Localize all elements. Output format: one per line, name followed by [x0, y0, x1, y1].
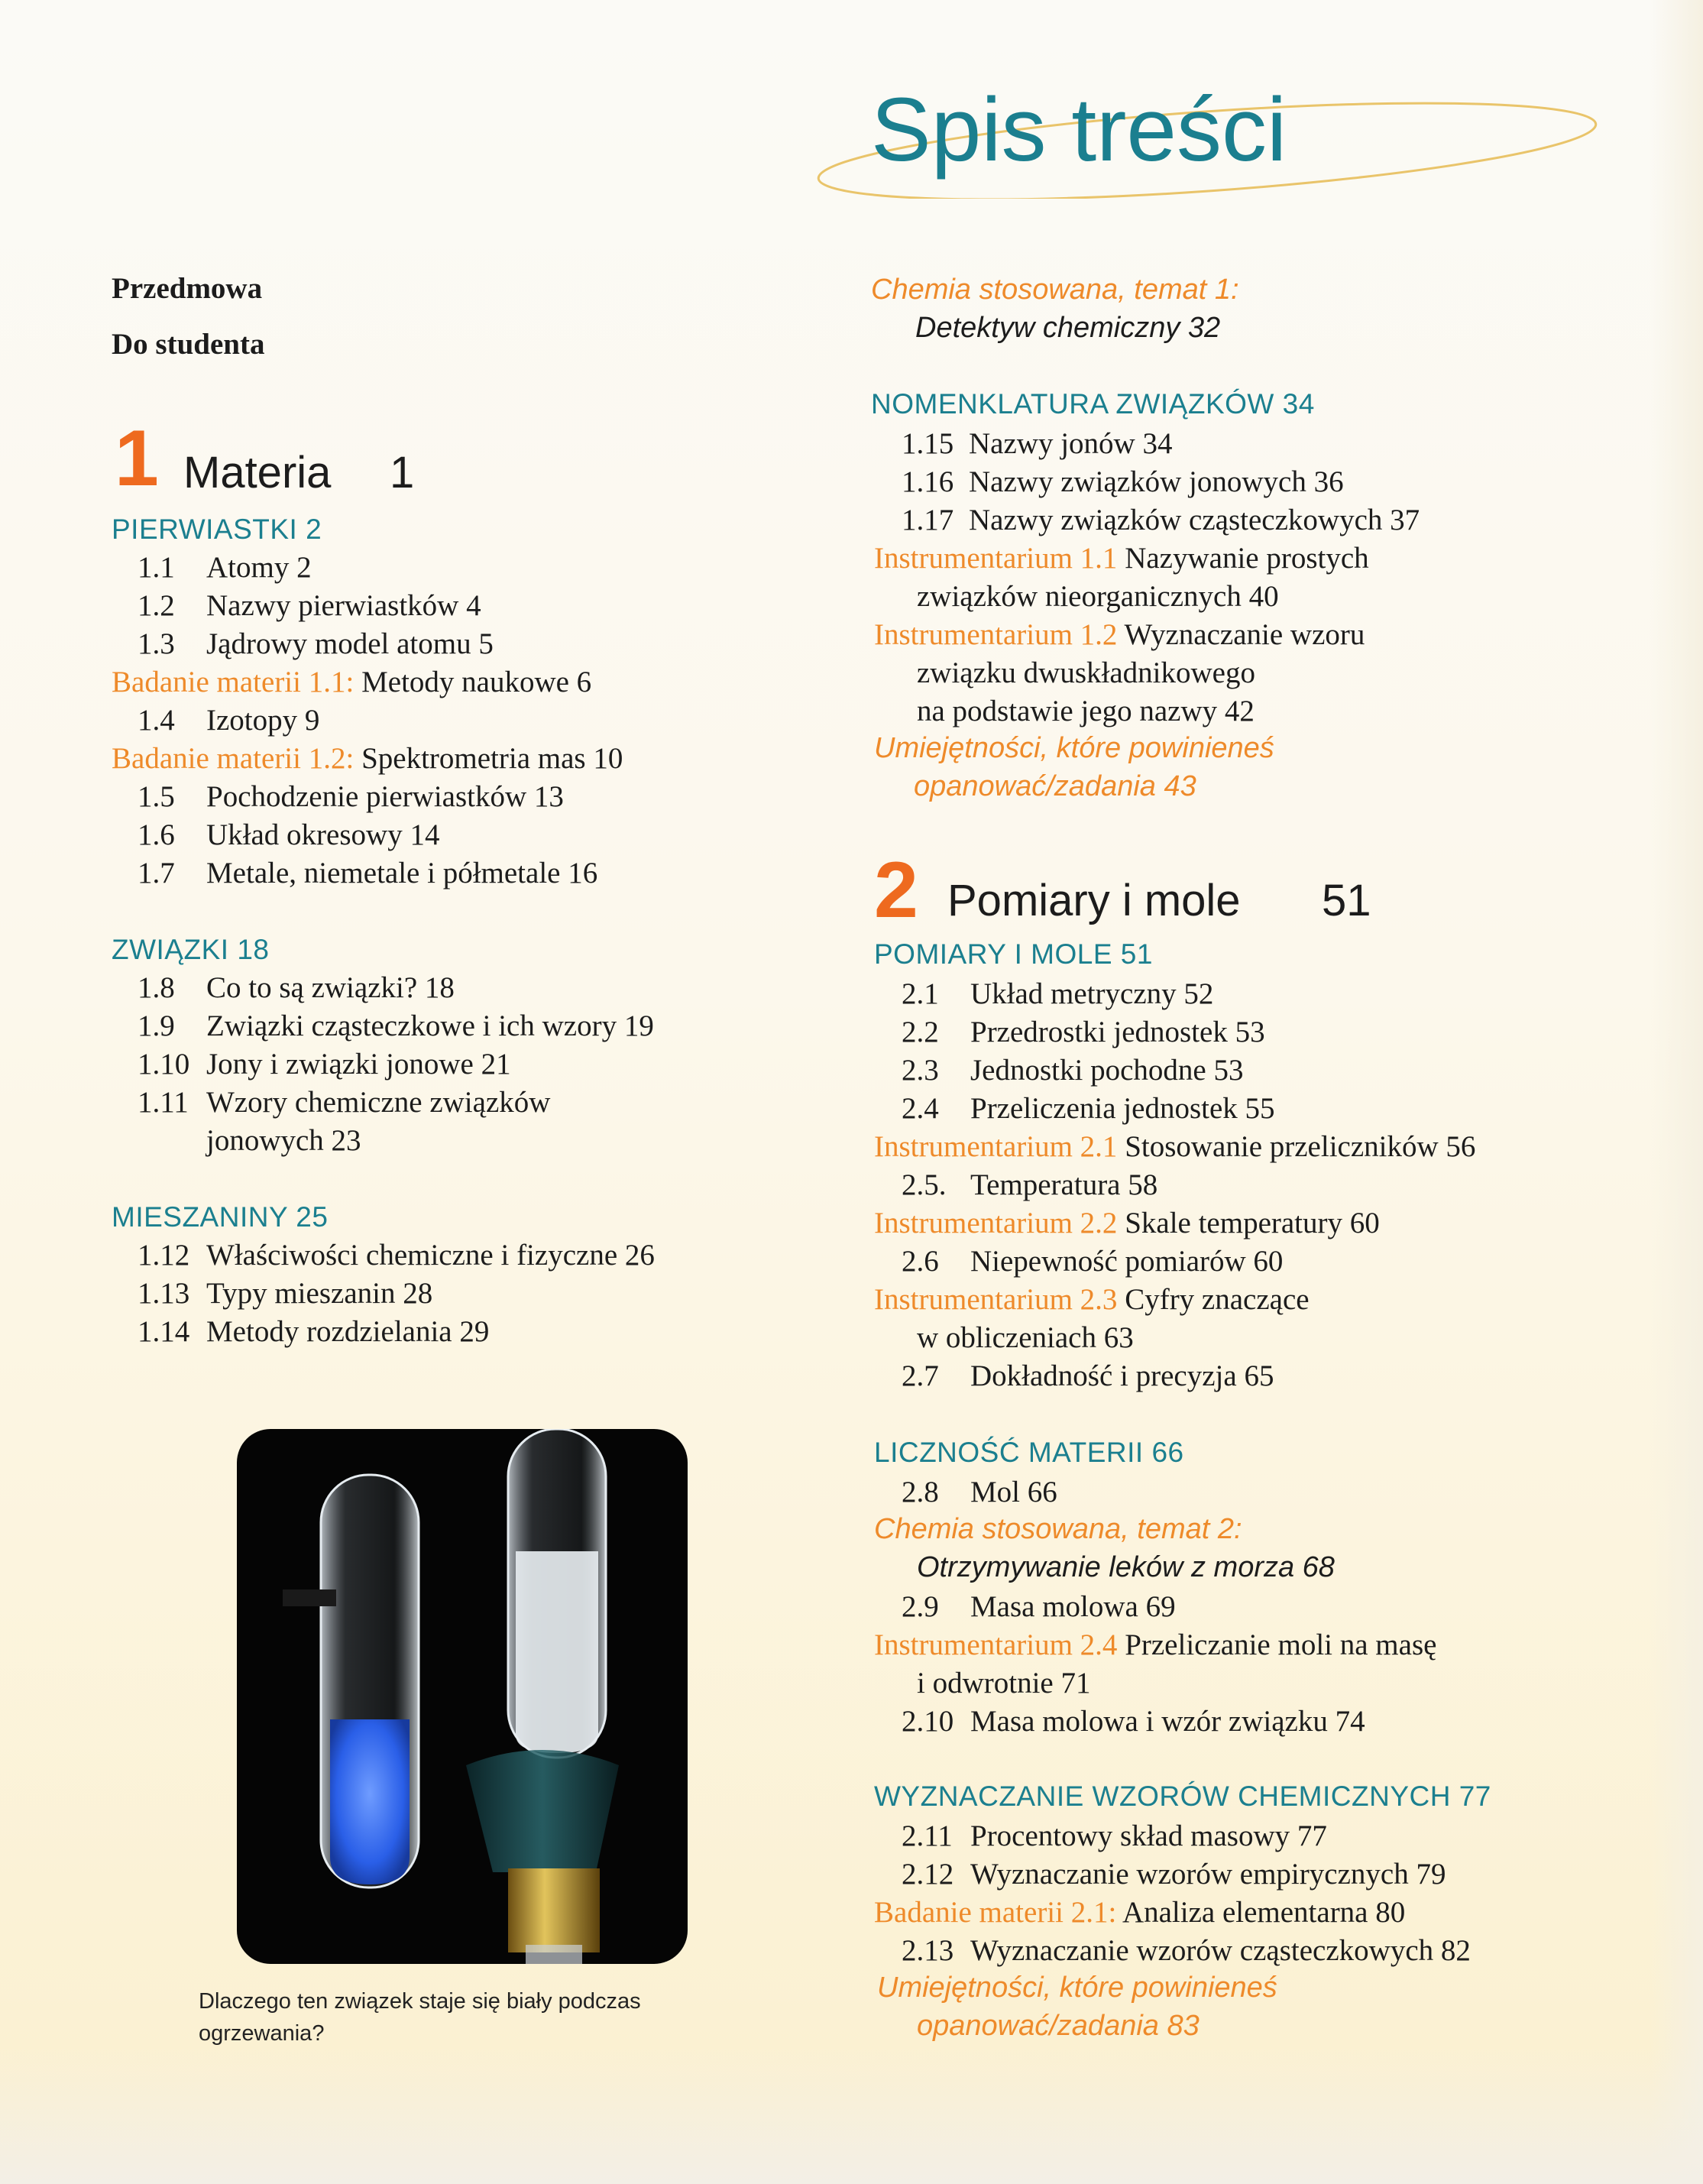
page-bottom — [0, 2046, 1703, 2184]
toc-entry[interactable]: Metale, niemetale i półmetale 16 — [206, 857, 598, 889]
toc-entry[interactable]: Układ okresowy 14 — [206, 818, 440, 851]
toc-entry[interactable]: Nazwy związków jonowych 36 — [969, 465, 1344, 498]
toolkit-continuation[interactable]: i odwrotnie 71 — [917, 1667, 1091, 1700]
toc-entry-continuation[interactable]: jonowych 23 — [206, 1124, 361, 1157]
toc-entry-number: 1.4 — [138, 704, 175, 737]
toc-entry[interactable]: Co to są związki? 18 — [206, 971, 455, 1004]
feature-text: Metody naukowe 6 — [361, 666, 592, 698]
toolkit-entry[interactable] — [874, 1129, 1475, 1164]
toolkit-continuation[interactable]: związku dwuskładnikowego — [917, 656, 1255, 689]
applied-chemistry-title[interactable]: Detektyw chemiczny 32 — [915, 312, 1221, 344]
toc-entry[interactable]: Jądrowy model atomu 5 — [206, 627, 494, 660]
toc-entry[interactable]: Wyznaczanie wzorów empirycznych 79 — [970, 1858, 1446, 1891]
front-matter-to-student[interactable]: Do studenta — [112, 328, 265, 361]
toolkit-continuation[interactable]: na podstawie jego nazwy 42 — [917, 695, 1255, 727]
toc-entry-number: 1.10 — [138, 1048, 190, 1081]
toolkit-entry[interactable] — [874, 1628, 1436, 1662]
toolkit-label: Instrumentarium 1.1 — [874, 542, 1118, 575]
chapter-2-number: 2 — [874, 846, 918, 935]
toc-entry[interactable]: Związki cząsteczkowe i ich wzory 19 — [206, 1009, 654, 1042]
toc-entry-number: 1.14 — [138, 1315, 190, 1348]
feature-entry[interactable] — [112, 741, 623, 776]
toc-entry-number: 1.17 — [902, 504, 954, 536]
toc-entry-number: 2.13 — [902, 1934, 954, 1967]
chapter-2-title[interactable]: Pomiary i mole — [947, 876, 1241, 925]
toc-entry[interactable]: Wyznaczanie wzorów cząsteczkowych 82 — [970, 1934, 1471, 1967]
toc-entry-number: 1.7 — [138, 857, 175, 889]
toc-entry-number: 2.4 — [902, 1092, 939, 1125]
toc-entry-number: 2.7 — [902, 1359, 939, 1392]
feature-text: Analiza elementarna 80 — [1122, 1896, 1406, 1929]
toc-entry-number: 2.9 — [902, 1590, 939, 1623]
test-tube-illustration — [237, 1429, 688, 1964]
skills-entry[interactable]: Umiejętności, które powinieneś — [877, 1972, 1277, 2004]
toc-entry[interactable]: Typy mieszanin 28 — [206, 1277, 433, 1310]
toc-entry[interactable]: Izotopy 9 — [206, 704, 320, 737]
applied-chemistry-title[interactable]: Otrzymywanie leków z morza 68 — [917, 1551, 1335, 1583]
applied-chemistry-label[interactable]: Chemia stosowana, temat 1: — [871, 274, 1239, 306]
toc-entry[interactable]: Temperatura 58 — [970, 1168, 1158, 1201]
section-heading[interactable]: PIERWIASTKI 2 — [112, 514, 322, 545]
feature-entry[interactable] — [112, 665, 591, 699]
feature-entry[interactable] — [874, 1895, 1405, 1930]
toolkit-label: Instrumentarium 2.1 — [874, 1130, 1118, 1163]
toc-entry-number: 1.13 — [138, 1277, 190, 1310]
section-heading[interactable]: NOMENKLATURA ZWIĄZKÓW 34 — [871, 388, 1315, 420]
section-heading[interactable]: WYZNACZANIE WZORÓW CHEMICZNYCH 77 — [874, 1781, 1491, 1812]
toc-entry[interactable]: Właściwości chemiczne i fizyczne 26 — [206, 1239, 655, 1272]
toc-entry[interactable]: Dokładność i precyzja 65 — [970, 1359, 1274, 1392]
toc-entry-number: 1.15 — [902, 427, 954, 460]
photo-caption-line: Dlaczego ten związek staje się biały podczas — [199, 1989, 641, 2014]
toolkit-text: Skale temperatury 60 — [1125, 1207, 1380, 1239]
toolkit-text: Nazywanie prostych — [1125, 542, 1369, 575]
toc-entry-number: 2.8 — [902, 1476, 939, 1508]
toolkit-label: Instrumentarium 1.2 — [874, 618, 1118, 651]
toc-entry-number: 1.5 — [138, 780, 175, 813]
toc-entry[interactable]: Masa molowa i wzór związku 74 — [970, 1705, 1365, 1738]
chapter-2-page: 51 — [1322, 876, 1371, 925]
toc-entry-number: 2.6 — [902, 1245, 939, 1278]
toc-entry-number: 1.16 — [902, 465, 954, 498]
toc-entry-number: 2.11 — [902, 1819, 953, 1852]
test-tube-photo — [237, 1429, 688, 1964]
toolkit-label: Instrumentarium 2.2 — [874, 1207, 1118, 1239]
toolkit-text: Wyznaczanie wzoru — [1124, 618, 1365, 651]
toc-entry-number: 2.10 — [902, 1705, 954, 1738]
section-heading[interactable]: ZWIĄZKI 18 — [112, 934, 270, 965]
toc-entry[interactable]: Jony i związki jonowe 21 — [206, 1048, 511, 1081]
feature-label: Badanie materii 1.2: — [112, 742, 355, 775]
toc-entry-number: 2.2 — [902, 1016, 939, 1048]
toc-entry[interactable]: Układ metryczny 52 — [970, 977, 1214, 1010]
toc-entry[interactable]: Nazwy związków cząsteczkowych 37 — [969, 504, 1420, 536]
chapter-1-page: 1 — [390, 448, 415, 497]
toc-entry[interactable]: Przeliczenia jednostek 55 — [970, 1092, 1275, 1125]
toc-entry-number: 1.11 — [138, 1086, 189, 1119]
toolkit-continuation[interactable]: związków nieorganicznych 40 — [917, 580, 1279, 613]
toc-entry[interactable]: Procentowy skład masowy 77 — [970, 1819, 1327, 1852]
toc-entry-number: 1.9 — [138, 1009, 175, 1042]
toc-entry[interactable]: Przedrostki jednostek 53 — [970, 1016, 1265, 1048]
toolkit-entry[interactable] — [874, 541, 1369, 575]
section-heading[interactable]: POMIARY I MOLE 51 — [874, 938, 1153, 970]
feature-label: Badanie materii 1.1: — [112, 666, 355, 698]
chapter-1-title[interactable]: Materia — [183, 448, 332, 497]
toolkit-label: Instrumentarium 2.4 — [874, 1628, 1118, 1661]
skills-entry-continuation[interactable]: opanować/zadania 83 — [917, 2010, 1200, 2042]
toolkit-continuation[interactable]: w obliczeniach 63 — [917, 1321, 1134, 1354]
toolkit-entry[interactable] — [874, 1206, 1380, 1240]
toc-entry[interactable]: Jednostki pochodne 53 — [970, 1054, 1244, 1087]
toc-entry-number: 1.1 — [138, 551, 175, 584]
skills-entry[interactable]: Umiejętności, które powinieneś — [874, 732, 1274, 764]
toc-entry[interactable]: Nazwy jonów 34 — [969, 427, 1173, 460]
feature-label: Badanie materii 2.1: — [874, 1896, 1117, 1929]
toc-entry-number: 2.1 — [902, 977, 939, 1010]
toolkit-entry[interactable] — [874, 1282, 1310, 1317]
photo-caption-line: ogrzewania? — [199, 2021, 325, 2046]
page-edge — [1650, 0, 1703, 2184]
toc-entry[interactable]: Metody rozdzielania 29 — [206, 1315, 490, 1348]
toc-entry[interactable]: Niepewność pomiarów 60 — [970, 1245, 1284, 1278]
toolkit-text: Cyfry znaczące — [1125, 1283, 1310, 1316]
toc-entry-number: 1.3 — [138, 627, 175, 660]
toc-entry[interactable]: Wzory chemiczne związków — [206, 1086, 551, 1119]
toc-entry-number: 2.12 — [902, 1858, 954, 1891]
chapter-1-number: 1 — [115, 414, 159, 503]
toc-entry-number: 1.8 — [138, 971, 175, 1004]
front-matter-preface[interactable]: Przedmowa — [112, 272, 263, 305]
toc-entry-number: 2.5. — [902, 1168, 947, 1201]
toc-entry[interactable]: Masa molowa 69 — [970, 1590, 1176, 1623]
page-title: Spis treści — [871, 79, 1287, 180]
toc-entry[interactable]: Atomy 2 — [206, 551, 312, 584]
toc-entry-number: 2.3 — [902, 1054, 939, 1087]
toolkit-entry[interactable] — [874, 617, 1365, 652]
skills-entry-continuation[interactable]: opanować/zadania 43 — [914, 770, 1196, 802]
feature-text: Spektrometria mas 10 — [361, 742, 623, 775]
toc-entry[interactable]: Mol 66 — [970, 1476, 1057, 1508]
toolkit-text: Stosowanie przeliczników 56 — [1125, 1130, 1476, 1163]
toc-entry-number: 1.12 — [138, 1239, 190, 1272]
section-heading[interactable]: LICZNOŚĆ MATERII 66 — [874, 1437, 1184, 1468]
toc-entry-number: 1.2 — [138, 589, 175, 622]
toc-entry-number: 1.6 — [138, 818, 175, 851]
section-heading[interactable]: MIESZANINY 25 — [112, 1201, 329, 1233]
toolkit-text: Przeliczanie moli na masę — [1125, 1628, 1437, 1661]
toolkit-label: Instrumentarium 2.3 — [874, 1283, 1118, 1316]
applied-chemistry-label[interactable]: Chemia stosowana, temat 2: — [874, 1513, 1242, 1545]
toc-entry[interactable]: Pochodzenie pierwiastków 13 — [206, 780, 564, 813]
toc-entry[interactable]: Nazwy pierwiastków 4 — [206, 589, 481, 622]
